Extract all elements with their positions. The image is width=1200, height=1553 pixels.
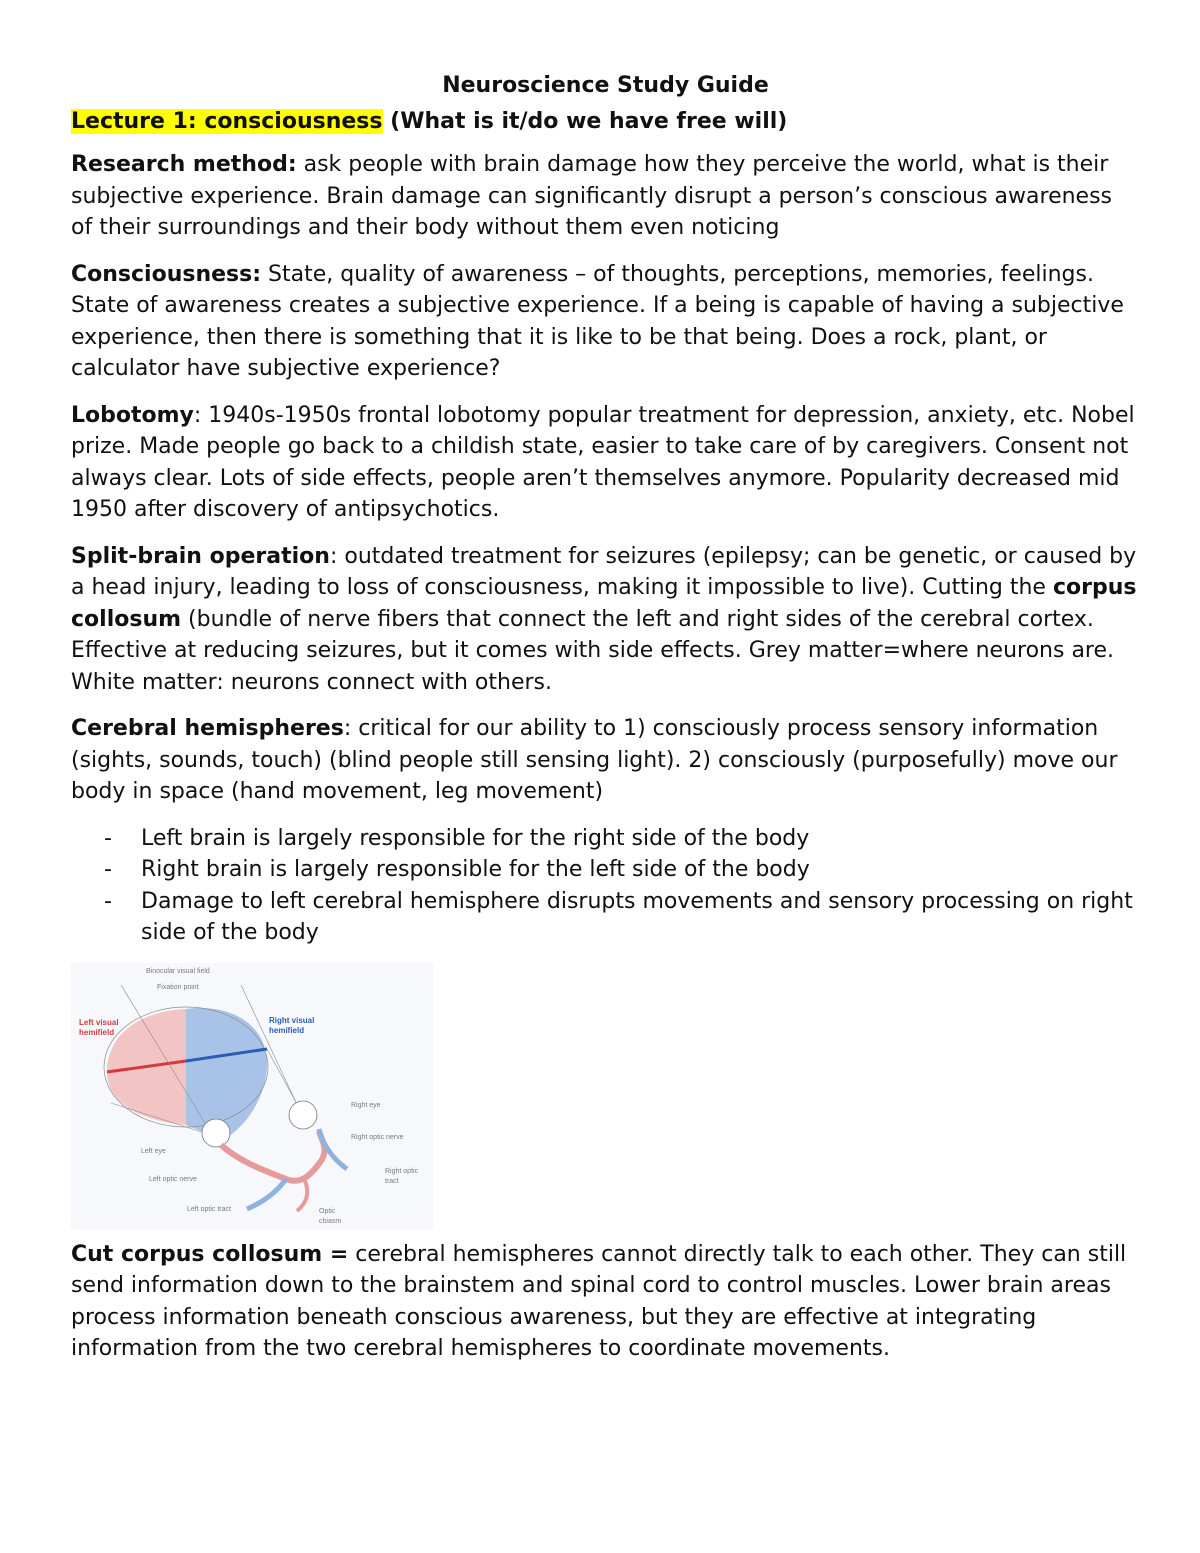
bullet-marker: - <box>104 888 112 914</box>
label-right-optic-nerve: Right optic nerve <box>351 1133 404 1141</box>
term-consciousness: Consciousness: <box>71 261 262 287</box>
label-right-field-1: Right visual <box>269 1015 315 1025</box>
document-title: Neuroscience Study Guide <box>442 73 769 98</box>
term-split-brain: Split-brain operation <box>71 543 330 569</box>
term-lobotomy: Lobotomy <box>71 402 194 428</box>
text-research-method: ask people with brain damage how they perceive the world, what is their subjective experience. Brain damage can significantly disrupt a person’s conscious awareness of their surroundings and their body without them even noticing <box>71 152 1113 240</box>
label-left-optic-nerve: Left optic nerve <box>149 1175 197 1183</box>
label-fixation: Fixation point <box>157 983 199 991</box>
label-right-field-2: hemifield <box>269 1025 305 1035</box>
left-eye-shape <box>202 1119 230 1147</box>
visual-pathway-diagram <box>71 963 433 1229</box>
list-item-text: Damage to left cerebral hemisphere disrupts movements and sensory processing on right side of the body <box>141 888 1133 945</box>
label-right-optic-tract-2: tract <box>385 1177 399 1185</box>
right-eye-shape <box>289 1101 317 1129</box>
label-left-field-1: Left visual <box>79 1017 119 1027</box>
term-cerebral-hemispheres: Cerebral hemispheres <box>71 716 344 741</box>
paragraph-research-method <box>71 149 1140 244</box>
label-left-optic-tract: Left optic tract <box>187 1205 231 1213</box>
paragraph-cut-corpus <box>71 1239 1140 1365</box>
list-item <box>71 854 1140 886</box>
list-item <box>71 886 1140 949</box>
lecture-subtitle: (What is it/do we have free will) <box>382 108 788 134</box>
text-split-brain-a: : outdated treatment for seizures (epilepsy; can be genetic, or caused by a head injury, leading to loss of consciousness, making it impossible to live). Cutting the <box>71 543 1137 600</box>
term-research-method: Research method: <box>71 152 297 177</box>
paragraph-lobotomy <box>71 400 1140 526</box>
term-corpus-collosum: corpus collosum <box>71 575 1137 632</box>
text-cerebral-hemispheres: : critical for our ability to 1) consciously process sensory information (sights, sounds, touch) (blind people still sensing light). 2) consciously (purposefully) move our body in space (hand movement, leg movement) <box>71 716 1118 804</box>
paragraph-split-brain <box>71 541 1140 699</box>
lecture-label-highlight: Lecture 1: consciousness <box>71 108 383 134</box>
text-lobotomy: : 1940s-1950s frontal lobotomy popular treatment for depression, anxiety, etc. Nobel prize. Made people go back to a childish state, easier to take care of by caregivers. Consent not always clear. Lots of side effects, people aren’t themselves anymore. Popularity decreased mid 1950 after discovery of antipsychotics. <box>71 402 1135 522</box>
paragraph-consciousness <box>71 259 1140 385</box>
label-binocular: Binocular visual field <box>146 967 210 975</box>
list-item-text: Left brain is largely responsible for the right side of the body <box>141 825 810 851</box>
label-optic-chiasm-1: Optic <box>319 1207 336 1215</box>
lecture-heading <box>71 106 1140 138</box>
bullet-marker: - <box>104 825 112 851</box>
paragraph-cerebral-hemispheres <box>71 713 1140 808</box>
text-consciousness: State, quality of awareness – of thoughts, perceptions, memories, feelings. State of awareness creates a subjective experience. If a being is capable of having a subjective experience, then there is something that it is like to be that being. Does a rock, plant, or calculator have subjective experience? <box>71 261 1124 381</box>
list-item <box>71 823 1140 855</box>
label-left-eye: Left eye <box>141 1147 166 1155</box>
bullet-list <box>71 823 1140 949</box>
label-optic-chiasm-2: chiasm <box>319 1217 342 1225</box>
text-split-brain-b: (bundle of nerve fibers that connect the left and right sides of the cerebral cortex. Effective at reducing seizures, but it comes with side effects. Grey matter=where neurons are. White matter: neurons connect with others. <box>71 606 1115 695</box>
list-item-text: Right brain is largely responsible for the left side of the body <box>141 857 810 882</box>
label-right-optic-tract-1: Right optic <box>385 1167 419 1175</box>
term-cut-corpus: Cut corpus collosum = <box>71 1241 349 1267</box>
visual-pathway-figure <box>71 963 433 1229</box>
bullet-marker: - <box>104 857 112 882</box>
label-left-field-2: hemifield <box>79 1027 115 1037</box>
text-cut-corpus: cerebral hemispheres cannot directly talk to each other. They can still send information down to the brainstem and spinal cord to control muscles. Lower brain areas process information beneath conscious awareness, but they are effective at integrating information from the two cerebral hemispheres to coordinate movements. <box>71 1241 1127 1361</box>
label-right-eye: Right eye <box>351 1101 381 1109</box>
